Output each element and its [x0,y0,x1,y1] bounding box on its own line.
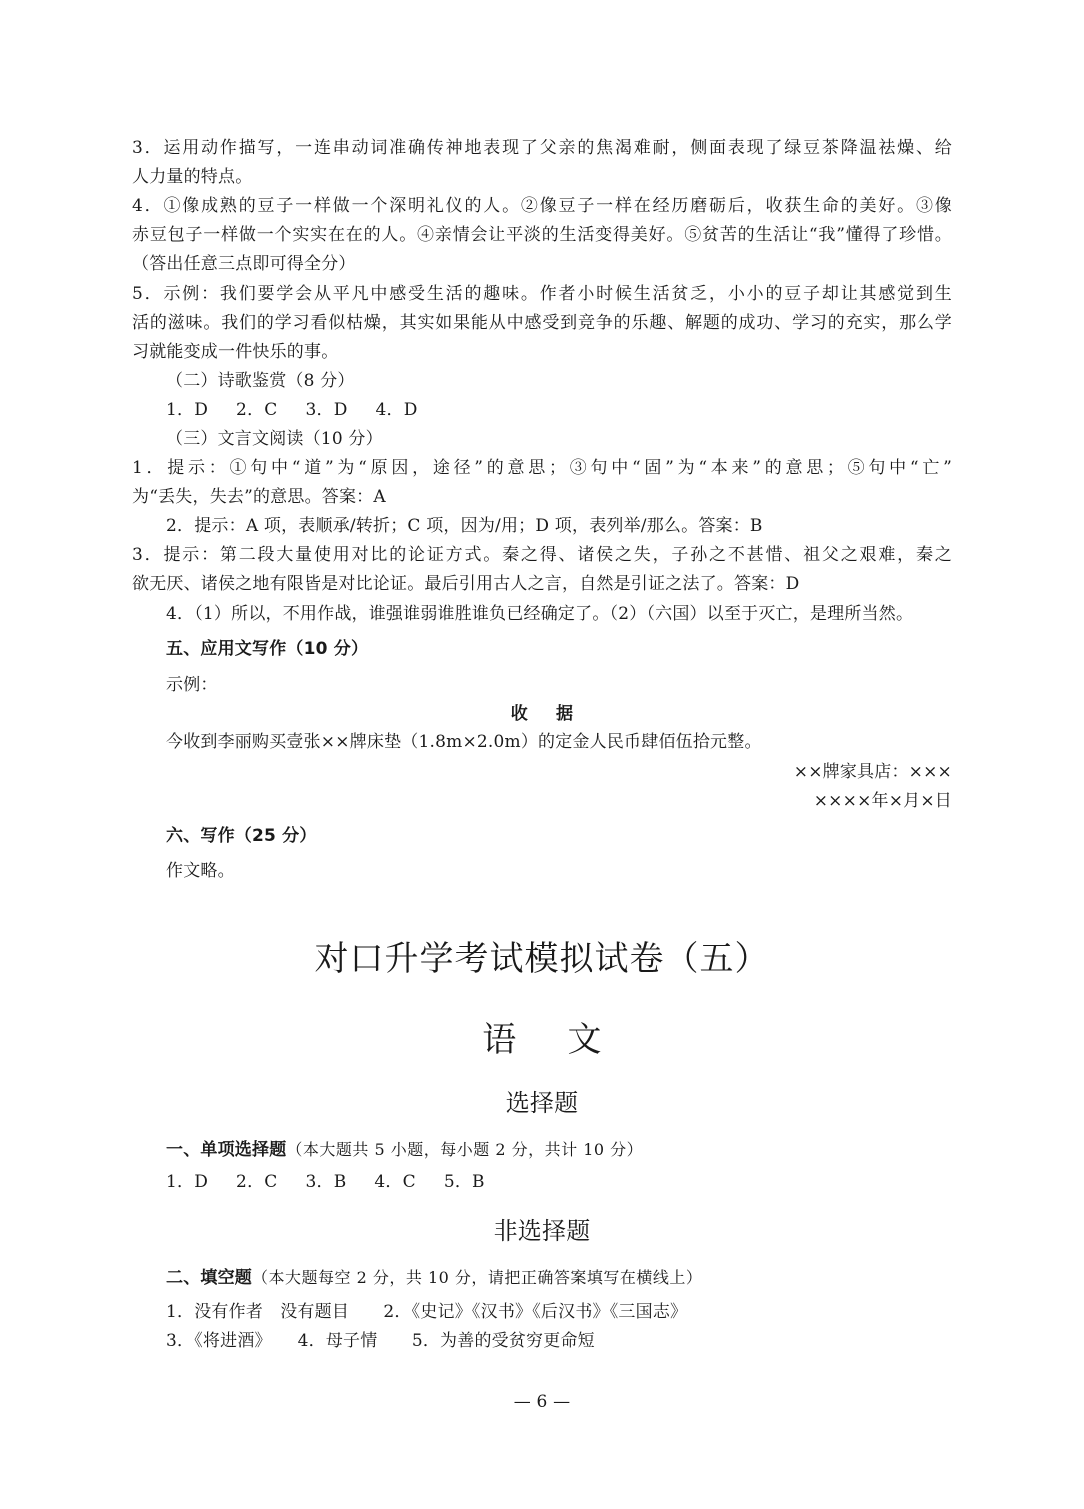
essay-note: 作文略。 [166,861,235,881]
answer-5-line-1: 5．示例：我们要学会从平凡中感受生活的趣味。作者小时候生活贫乏，小小的豆子却让其感觉到生 [132,284,952,304]
mc-note: （本大题共 5 小题，每小题 2 分，共计 10 分） [286,1140,644,1159]
fill-answers-line-1: 1．没有作者 没有题目 2．《史记》《汉书》《后汉书》《三国志》 [166,1302,688,1322]
section-5-heading: 五、应用文写作（10 分） [166,639,369,659]
poem-answer: 2．C [236,400,278,420]
mc-answer: 2．C [236,1172,278,1192]
section-6-heading: 六、写作（25 分） [166,826,317,846]
classical-answer-3-line-1: 3．提示：第二段大量使用对比的论证方式。秦之得、诸侯之失，子孙之不甚惜、祖父之艰难，秦之 [132,545,952,565]
answer-5-line-2: 活的滋味。我们的学习看似枯燥，其实如果能从中感受到竞争的乐趣、解题的成功、学习的充实，那么学 [132,313,952,333]
answer-5-line-3: 习就能变成一件快乐的事。 [132,342,339,362]
poem-heading: （二）诗歌鉴赏（8 分） [166,371,355,391]
mc-answer: 3．B [305,1172,347,1192]
exam-title: 对口升学考试模拟试卷（五） [314,939,770,979]
answer-4-line-3: （答出任意三点即可得全分） [132,254,356,274]
page-number: — 6 — [513,1392,571,1412]
receipt-signer: ××牌家具店：××× [793,762,952,782]
poem-answers [166,396,446,425]
classical-answer-3-line-2: 欲无厌、诸侯之地有限皆是对比论证。最后引用古人之言，自然是引证之法了。答案：D [132,574,800,594]
answer-4-line-1: 4．①像成熟的豆子一样做一个深明礼仪的人。②像豆子一样在经历磨砺后，收获生命的美好。③像 [132,196,952,216]
poem-answer: 4．D [375,400,418,420]
poem-answer: 3．D [305,400,348,420]
receipt-date: ××××年×月×日 [813,791,952,811]
answer-3-line-1: 3．运用动作描写，一连串动词准确传神地表现了父亲的焦渴难耐，侧面表现了绿豆茶降温祛燥、给 [132,138,952,158]
answer-4-line-2: 赤豆包子一样做一个实实在在的人。④亲情会让平淡的生活变得美好。⑤贫苦的生活让“我”懂得了珍惜。 [132,225,952,245]
receipt-title: 收 据 [510,704,574,724]
part-1-title: 选择题 [505,1089,579,1117]
classical-answer-1-line-2: 为“丢失，失去”的意思。答案：A [132,487,386,507]
fill-note: （本大题每空 2 分，共 10 分，请把正确答案填写在横线上） [252,1268,703,1287]
mc-heading-line [166,1135,643,1165]
mc-answer: 1．D [166,1172,209,1192]
answer-3-line-2: 人力量的特点。 [132,167,253,187]
mc-answers [166,1168,513,1197]
poem-answer: 1．D [166,400,209,420]
fill-answers-line-2: 3．《将进酒》 4．母子情 5．为善的受贫穷更命短 [166,1331,595,1351]
mc-answer: 5．B [443,1172,485,1192]
classical-answer-2: 2．提示：A 项，表顺承/转折；C 项，因为/用；D 项，表列举/那么。答案：B [166,516,763,536]
mc-answer: 4．C [374,1172,416,1192]
part-2-title: 非选择题 [493,1217,591,1245]
fill-heading: 二、填空题 [166,1268,252,1288]
classical-answer-4: 4．（1）所以，不用作战，谁强谁弱谁胜谁负已经确定了。（2）（六国）以至于灭亡，是理所当然。 [166,604,914,624]
classical-answer-1-line-1: 1．提示：①句中“道”为“原因，途径”的意思；③句中“固”为“本来”的意思；⑤句中“亡” [132,458,952,478]
mc-heading: 一、单项选择题 [166,1140,287,1160]
example-label: 示例： [166,675,218,695]
receipt-body: 今收到李丽购买壹张××牌床垫（1.8m×2.0m）的定金人民币肆佰伍拾元整。 [166,732,762,752]
subject-title: 语 文 [482,1020,602,1060]
fill-heading-line [166,1263,702,1293]
classical-heading: （三）文言文阅读（10 分） [166,429,383,449]
